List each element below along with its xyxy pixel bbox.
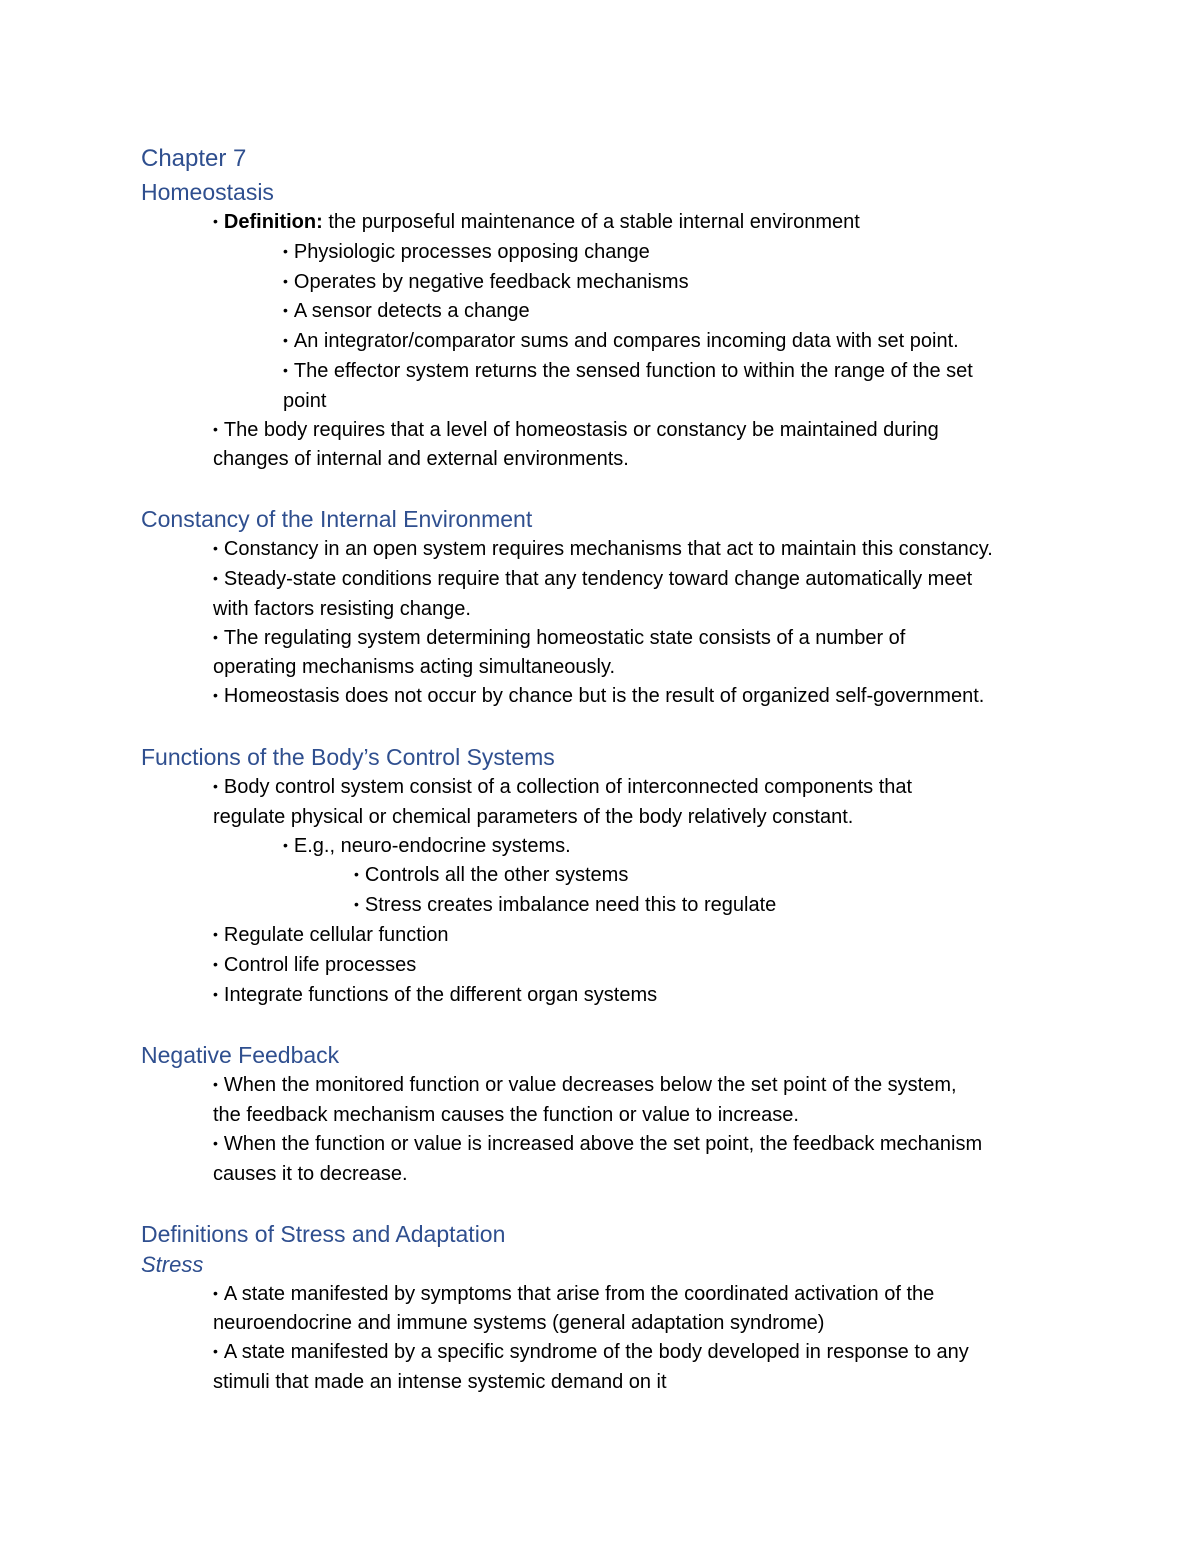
list-item	[141, 268, 1071, 298]
bullet-icon: •	[283, 242, 288, 259]
list-item	[141, 297, 1071, 327]
list-item-wrap	[141, 803, 1071, 832]
item-text: with factors resisting change.	[213, 597, 471, 620]
item-text: Controls all the other systems	[364, 864, 629, 887]
list-item-wrap	[141, 653, 1071, 682]
bullet-icon: •	[213, 420, 218, 437]
bullet-icon: •	[354, 866, 359, 883]
list-item-wrap	[141, 445, 1071, 474]
list-item	[141, 951, 1071, 981]
negative-list	[141, 1071, 1071, 1188]
bullet-icon: •	[354, 896, 359, 913]
item-text: Physiologic processes opposing change	[293, 240, 650, 263]
list-item	[141, 1338, 1071, 1368]
stress-list	[141, 1280, 1071, 1397]
item-text: Stress creates imbalance need this to regulate	[364, 894, 777, 917]
bullet-icon: •	[283, 272, 288, 289]
section-stress	[141, 1218, 1071, 1397]
list-item	[141, 1130, 1071, 1160]
heading-constancy: Constancy of the Internal Environment	[141, 506, 533, 533]
bullet-icon: •	[213, 213, 218, 229]
item-text: changes of internal and external environments.	[213, 448, 629, 471]
homeostasis-list	[141, 208, 1071, 474]
item-text: The effector system returns the sensed function to within the range of the set	[293, 359, 973, 382]
list-item	[141, 565, 1071, 595]
item-text: When the monitored function or value decreases below the set point of the system,	[223, 1074, 957, 1097]
item-text: Control life processes	[223, 953, 417, 976]
bullet-icon: •	[283, 361, 288, 378]
list-item	[141, 832, 1071, 862]
item-text: A state manifested by a specific syndrome of the body developed in response to any	[223, 1341, 969, 1364]
bullet-icon: •	[213, 540, 218, 557]
item-text: The body requires that a level of homeostasis or constancy be maintained during	[223, 418, 939, 441]
section-control-systems	[141, 741, 1071, 1010]
item-text: Operates by negative feedback mechanisms	[293, 270, 689, 293]
item-text: the feedback mechanism causes the function or value to increase.	[213, 1104, 799, 1127]
heading-homeostasis: Homeostasis	[141, 179, 274, 205]
bullet-icon: •	[283, 836, 288, 853]
constancy-list	[141, 535, 1071, 712]
item-text: E.g., neuro-endocrine systems.	[293, 834, 571, 857]
item-text: A state manifested by symptoms that arise from the coordinated activation of the	[223, 1282, 935, 1305]
item-text: stimuli that made an intense systemic demand on it	[213, 1370, 667, 1393]
subheading-stress: Stress	[141, 1251, 204, 1277]
bullet-icon: •	[213, 1343, 218, 1360]
list-item-wrap	[141, 1101, 1071, 1130]
item-text: regulate physical or chemical parameters of the body relatively constant.	[213, 805, 854, 828]
bullet-icon: •	[283, 332, 288, 349]
section-homeostasis	[141, 142, 1071, 474]
list-item	[141, 981, 1071, 1011]
list-item	[141, 208, 1071, 238]
list-item	[141, 357, 1071, 387]
bullet-icon: •	[213, 687, 218, 704]
list-item-wrap	[141, 1309, 1071, 1338]
item-text: Steady-state conditions require that any tendency toward change automatically meet	[223, 567, 973, 590]
bullet-icon: •	[213, 628, 218, 645]
item-text: Body control system consist of a collection of interconnected components that	[223, 775, 913, 798]
section-negative-feedback	[141, 1039, 1071, 1188]
section-constancy	[141, 503, 1071, 712]
item-text: Regulate cellular function	[223, 923, 449, 946]
list-item-wrap	[141, 595, 1071, 624]
list-item	[141, 1071, 1071, 1101]
item-text: neuroendocrine and immune systems (general adaptation syndrome)	[213, 1312, 825, 1335]
heading-control-systems: Functions of the Body’s Control Systems	[141, 743, 555, 770]
item-text: Constancy in an open system requires mechanisms that act to maintain this constancy.	[223, 538, 993, 561]
item-text: causes it to decrease.	[213, 1162, 408, 1185]
item-text: operating mechanisms acting simultaneously.	[213, 656, 616, 679]
bullet-icon: •	[213, 777, 218, 794]
list-item	[141, 1280, 1071, 1310]
list-item	[141, 891, 1071, 921]
heading-stress-adaptation: Definitions of Stress and Adaptation	[141, 1220, 506, 1247]
item-text: point	[283, 389, 327, 412]
list-item	[141, 624, 1071, 654]
list-item-wrap	[141, 1368, 1071, 1397]
item-text: A sensor detects a change	[293, 300, 530, 323]
list-item-wrap	[141, 387, 1071, 416]
bullet-icon: •	[213, 569, 218, 586]
bullet-icon: •	[213, 1134, 218, 1151]
item-text: Homeostasis does not occur by chance but is the result of organized self-government.	[223, 685, 985, 708]
bullet-icon: •	[213, 925, 218, 942]
bullet-icon: •	[213, 985, 218, 1002]
list-item	[141, 535, 1071, 565]
list-item-wrap	[141, 1160, 1071, 1189]
definition-text: the purposeful maintenance of a stable internal environment	[322, 211, 860, 233]
chapter-title: Chapter 7	[141, 145, 247, 172]
bullet-icon: •	[283, 302, 288, 319]
item-text: The regulating system determining homeostatic state consists of a number of	[223, 626, 906, 649]
list-item	[141, 682, 1071, 712]
list-item	[141, 238, 1071, 268]
item-text: An integrator/comparator sums and compares incoming data with set point.	[293, 330, 959, 353]
heading-negative-feedback: Negative Feedback	[141, 1042, 340, 1069]
list-item	[141, 327, 1071, 357]
bullet-icon: •	[213, 1284, 218, 1301]
list-item	[141, 861, 1071, 891]
list-item	[141, 921, 1071, 951]
list-item	[141, 773, 1071, 803]
document-page	[141, 142, 1071, 1397]
item-text: Integrate functions of the different organ systems	[223, 983, 658, 1006]
control-list	[141, 773, 1071, 1010]
list-item	[141, 416, 1071, 446]
bullet-icon: •	[213, 1076, 218, 1093]
definition-label: Definition:	[223, 211, 323, 233]
item-text: When the function or value is increased above the set point, the feedback mechanism	[223, 1132, 983, 1155]
bullet-icon: •	[213, 955, 218, 972]
